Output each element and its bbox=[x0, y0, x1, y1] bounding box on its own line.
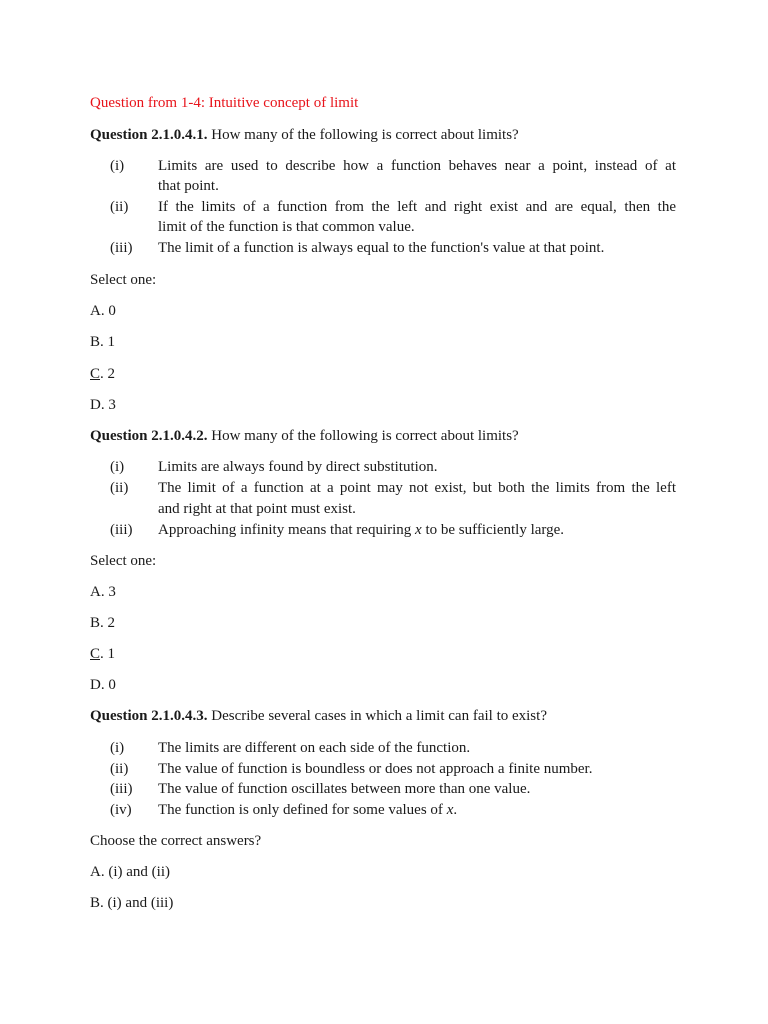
q3-option-b-text: . (i) and (iii) bbox=[100, 895, 174, 911]
q3-item-1-num: (i) bbox=[110, 740, 125, 756]
q2-item-2-line-1: The limit of a function at a point may not exist, but both the limits from the left bbox=[158, 480, 676, 496]
q3-option-a-letter: A bbox=[90, 864, 101, 880]
q1-item-1-line-2: that point. bbox=[158, 178, 219, 194]
question-3-heading bbox=[90, 706, 547, 726]
q2-option-d-text: . 0 bbox=[100, 677, 116, 693]
question-1-text: How many of the following is correct about limits? bbox=[211, 127, 519, 143]
q3-item-1 bbox=[0, 738, 768, 758]
q3-item-1-line-1: The limits are different on each side of the function. bbox=[158, 740, 471, 756]
q1-option-b-letter: B bbox=[90, 334, 101, 350]
q1-option-d[interactable] bbox=[90, 395, 116, 415]
q2-option-c-text: . 1 bbox=[100, 646, 116, 662]
q1-item-1-num: (i) bbox=[110, 158, 125, 174]
q3-item-2 bbox=[0, 759, 768, 779]
q2-option-a-letter: A bbox=[90, 584, 101, 600]
q2-item-2-cont bbox=[0, 499, 768, 519]
q3-item-2-line-1: The value of function is boundless or does not approach a finite number. bbox=[158, 761, 593, 777]
q2-option-d[interactable] bbox=[90, 675, 116, 695]
q2-option-a-text: . 3 bbox=[100, 584, 116, 600]
q1-option-b-text: . 1 bbox=[100, 334, 116, 350]
question-3-text: Describe several cases in which a limit can fail to exist? bbox=[211, 708, 547, 724]
question-1-label: Question 2.1.0.4.1. bbox=[90, 127, 208, 143]
q2-item-2-line-2: and right at that point must exist. bbox=[158, 501, 356, 517]
question-1-heading bbox=[90, 125, 519, 145]
q1-option-a-letter: A bbox=[90, 303, 101, 319]
q3-item-4-num: (iv) bbox=[110, 802, 132, 818]
q3-item-2-num: (ii) bbox=[110, 761, 129, 777]
q3-option-a-text: . (i) and (ii) bbox=[100, 864, 170, 880]
q1-item-2-num: (ii) bbox=[110, 199, 129, 215]
q1-option-d-letter: D bbox=[90, 397, 101, 413]
q3-option-b-letter: B bbox=[90, 895, 101, 911]
q3-choose-prompt: Choose the correct answers? bbox=[90, 833, 262, 849]
q2-select-prompt: Select one: bbox=[90, 553, 157, 569]
question-3-label: Question 2.1.0.4.3. bbox=[90, 708, 208, 724]
q1-option-b[interactable] bbox=[90, 332, 115, 352]
q2-item-2-num: (ii) bbox=[110, 480, 129, 496]
q2-option-c[interactable] bbox=[90, 644, 115, 664]
q1-select-prompt: Select one: bbox=[90, 272, 157, 288]
q2-item-3 bbox=[0, 520, 768, 540]
question-2-text: How many of the following is correct about limits? bbox=[211, 428, 519, 444]
q2-option-b[interactable] bbox=[90, 613, 115, 633]
question-2-label: Question 2.1.0.4.2. bbox=[90, 428, 208, 444]
q3-item-3-num: (iii) bbox=[110, 781, 133, 797]
q1-option-d-text: . 3 bbox=[100, 397, 116, 413]
q1-item-3-num: (iii) bbox=[110, 240, 133, 256]
q1-item-1-line-1: Limits are used to describe how a function behaves near a point, instead of at bbox=[158, 158, 676, 174]
q1-item-2 bbox=[0, 197, 768, 217]
q2-item-3-num: (iii) bbox=[110, 522, 133, 538]
q2-option-d-letter: D bbox=[90, 677, 101, 693]
q2-item-1 bbox=[0, 457, 768, 477]
q3-item-4 bbox=[0, 800, 768, 820]
q2-item-2 bbox=[0, 478, 768, 498]
q2-option-a[interactable] bbox=[90, 582, 116, 602]
q1-option-a-text: . 0 bbox=[100, 303, 116, 319]
q1-item-2-line-1: If the limits of a function from the left and right exist and are equal, then the bbox=[158, 199, 676, 215]
q2-option-b-letter: B bbox=[90, 615, 101, 631]
q3-option-b[interactable] bbox=[90, 893, 173, 913]
q2-item-1-line-1: Limits are always found by direct substitution. bbox=[158, 459, 438, 475]
q1-item-2-line-2: limit of the function is that common value. bbox=[158, 219, 415, 235]
q2-option-b-text: . 2 bbox=[100, 615, 116, 631]
q3-item-3-line-1: The value of function oscillates between more than one value. bbox=[158, 781, 531, 797]
q3-item-3 bbox=[0, 779, 768, 799]
q1-option-c-letter: C bbox=[90, 366, 101, 382]
question-2-heading bbox=[90, 426, 519, 446]
section-title: Question from 1-4: Intuitive concept of limit bbox=[90, 95, 359, 111]
q1-item-1 bbox=[0, 156, 768, 176]
q1-option-c-text: . 2 bbox=[100, 366, 116, 382]
q2-item-3-line-1: Approaching infinity means that requiring x to be sufficiently large. bbox=[158, 522, 565, 538]
q3-item-4-line-1: The function is only defined for some values of x. bbox=[158, 802, 458, 818]
q2-item-1-num: (i) bbox=[110, 459, 125, 475]
q1-item-3 bbox=[0, 238, 768, 258]
q1-item-2-cont bbox=[0, 217, 768, 237]
q3-option-a[interactable] bbox=[90, 862, 170, 882]
q1-option-a[interactable] bbox=[90, 301, 116, 321]
q1-item-1-cont bbox=[0, 176, 768, 196]
q1-item-3-line-1: The limit of a function is always equal to the function's value at that point. bbox=[158, 240, 605, 256]
q2-option-c-letter: C bbox=[90, 646, 101, 662]
q1-option-c[interactable] bbox=[90, 364, 115, 384]
